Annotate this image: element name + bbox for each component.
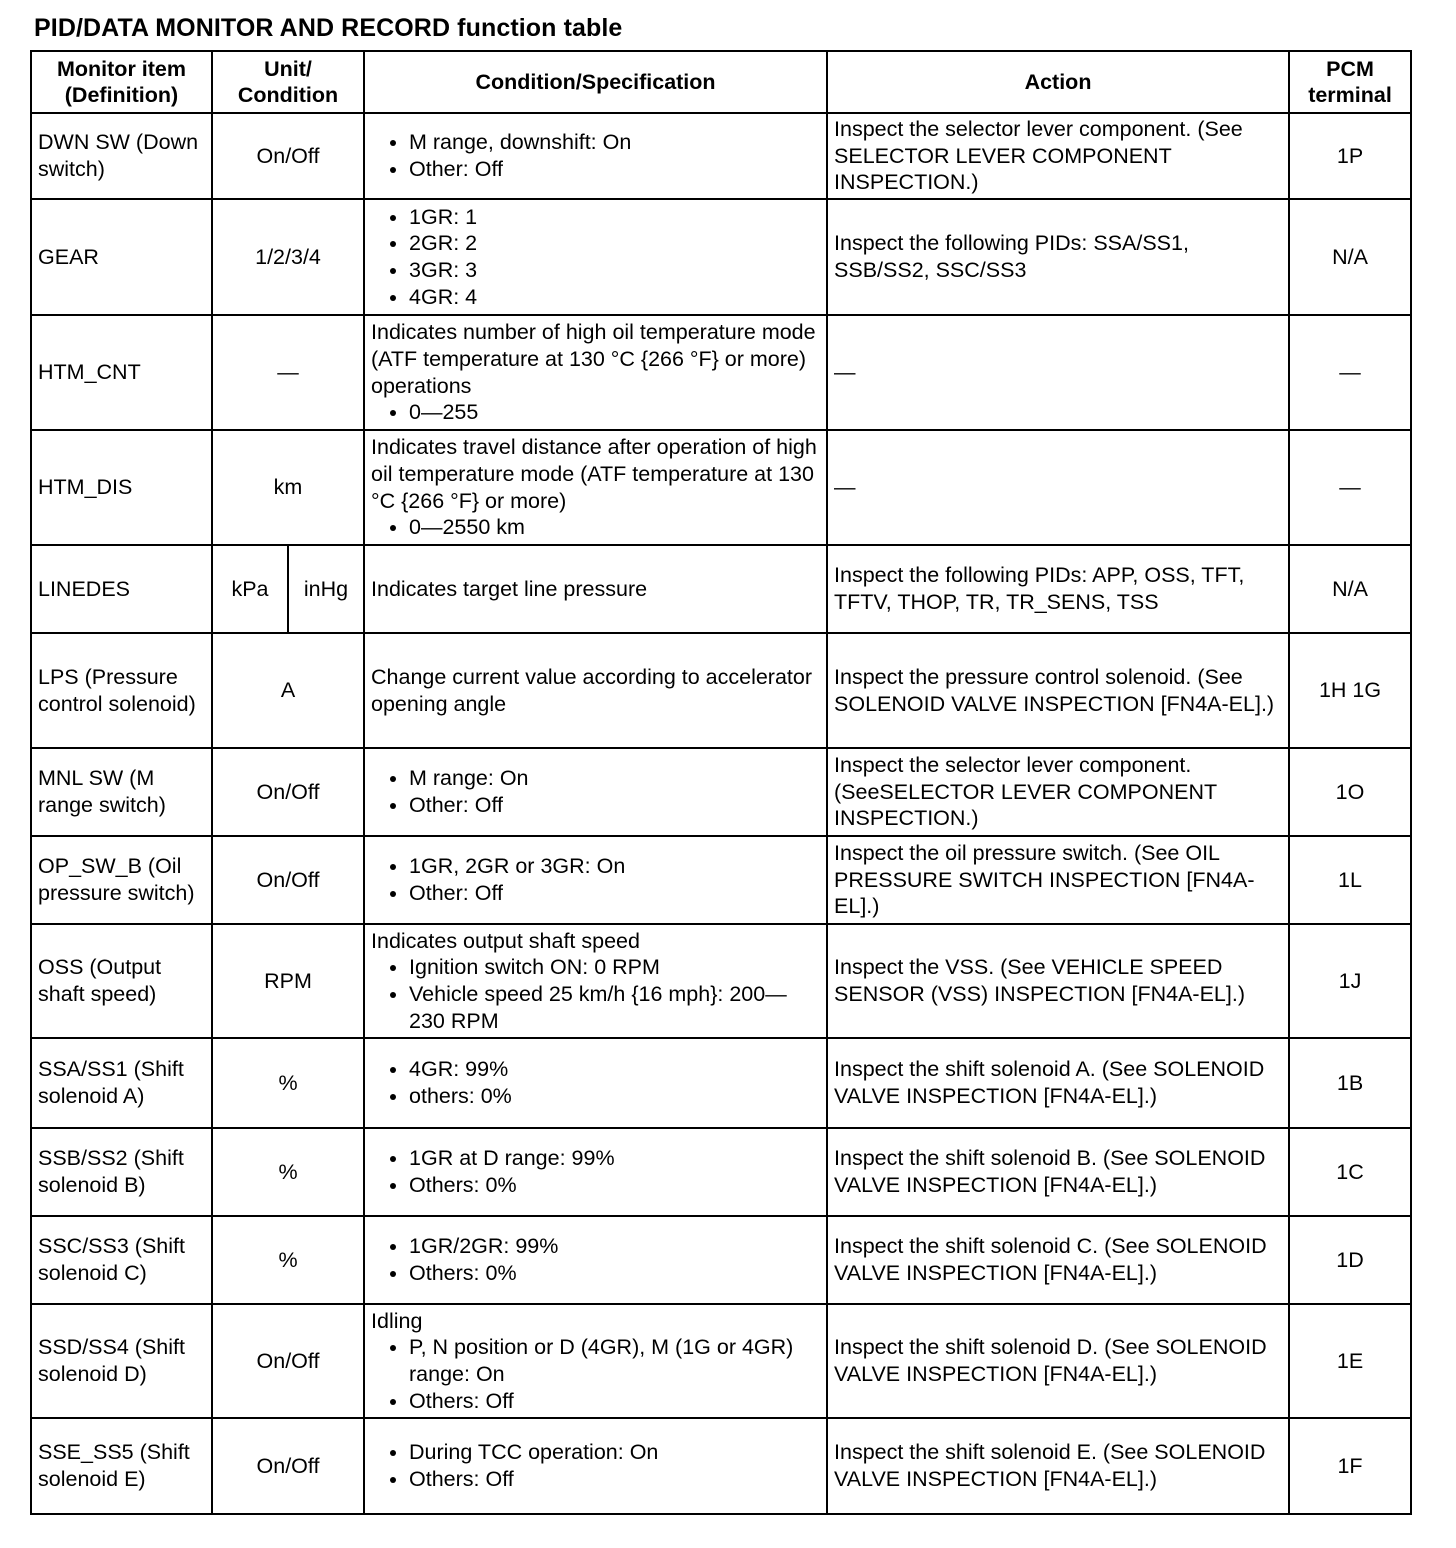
unit-cell: On/Off: [212, 1418, 364, 1514]
pcm-terminal-cell: 1L: [1289, 836, 1411, 924]
table-row: [31, 924, 1411, 1038]
condition-list-item: • 4GR: 4: [409, 284, 820, 311]
condition-list-item: • Others: Off: [409, 1466, 820, 1493]
action-cell: —: [827, 315, 1289, 430]
condition-cell: [364, 113, 827, 199]
pcm-terminal-cell: 1O: [1289, 748, 1411, 836]
condition-list-item: • Others: 0%: [409, 1172, 820, 1199]
unit-cell: km: [212, 430, 364, 545]
table-row: [31, 113, 1411, 199]
condition-text: Indicates travel distance after operation of high oil temperature mode (ATF temperature at 130 °C {266 °F} or more): [371, 435, 817, 513]
condition-list: [371, 853, 820, 906]
pcm-terminal-cell: 1F: [1289, 1418, 1411, 1514]
unit-cell: %: [212, 1216, 364, 1304]
condition-list-item: • Vehicle speed 25 km/h {16 mph}: 200—230 RPM: [409, 981, 820, 1034]
table-row: [31, 748, 1411, 836]
condition-cell: [364, 836, 827, 924]
pcm-terminal-cell: 1D: [1289, 1216, 1411, 1304]
condition-list-item: • 1GR, 2GR or 3GR: On: [409, 853, 820, 880]
header-action: Action: [827, 51, 1289, 113]
condition-cell: [364, 924, 827, 1038]
condition-cell: [364, 1128, 827, 1216]
monitor-item-cell: HTM_DIS: [31, 430, 212, 545]
condition-list-item: • 1GR: 1: [409, 204, 820, 231]
header-unit-condition: Unit/ Condition: [212, 51, 364, 113]
header-monitor-item: Monitor item (Definition): [31, 51, 212, 113]
table-row: [31, 315, 1411, 430]
condition-list-item: • Other: Off: [409, 792, 820, 819]
condition-list: [371, 1145, 820, 1198]
condition-list: [371, 954, 820, 1034]
condition-list-item: • 2GR: 2: [409, 230, 820, 257]
condition-cell: [364, 633, 827, 748]
monitor-item-cell: HTM_CNT: [31, 315, 212, 430]
table-row: [31, 1216, 1411, 1304]
condition-cell: [364, 430, 827, 545]
condition-text: Idling: [371, 1308, 423, 1333]
monitor-item-cell: SSB/SS2 (Shift solenoid B): [31, 1128, 212, 1216]
pcm-terminal-cell: 1P: [1289, 113, 1411, 199]
condition-text: Indicates target line pressure: [371, 576, 648, 601]
pcm-terminal-cell: —: [1289, 315, 1411, 430]
condition-list-item: • M range, downshift: On: [409, 129, 820, 156]
monitor-item-cell: SSC/SS3 (Shift solenoid C): [31, 1216, 212, 1304]
monitor-item-cell: LPS (Pressure control solenoid): [31, 633, 212, 748]
unit-cell: 1/2/3/4: [212, 199, 364, 315]
pcm-terminal-cell: 1H 1G: [1289, 633, 1411, 748]
condition-cell: [364, 199, 827, 315]
condition-list-item: • 1GR at D range: 99%: [409, 1145, 820, 1172]
table-row: [31, 1038, 1411, 1128]
pcm-terminal-cell: N/A: [1289, 199, 1411, 315]
condition-list: [371, 399, 820, 426]
condition-list: [371, 129, 820, 182]
condition-cell: [364, 1304, 827, 1418]
condition-list-item: • Others: Off: [409, 1388, 820, 1415]
condition-text: Change current value according to accelerator opening angle: [371, 664, 813, 716]
monitor-item-cell: OP_SW_B (Oil pressure switch): [31, 836, 212, 924]
pcm-terminal-cell: 1B: [1289, 1038, 1411, 1128]
condition-text: Indicates number of high oil temperature mode (ATF temperature at 130 °C {266 °F} or more) operations: [371, 320, 816, 398]
monitor-item-cell: GEAR: [31, 199, 212, 315]
condition-list: [371, 1056, 820, 1109]
table-row: [31, 199, 1411, 315]
condition-list-item: • M range: On: [409, 765, 820, 792]
action-cell: —: [827, 430, 1289, 545]
unit-cell: On/Off: [212, 836, 364, 924]
condition-list-item: • 0—255: [409, 399, 820, 426]
condition-list-item: • 3GR: 3: [409, 257, 820, 284]
condition-list-item: • P, N position or D (4GR), M (1G or 4GR) range: On: [409, 1334, 820, 1387]
unit-cell: %: [212, 1038, 364, 1128]
header-pcm-terminal: PCM terminal: [1289, 51, 1411, 113]
table-row: [31, 633, 1411, 748]
table-row: [31, 836, 1411, 924]
condition-list: [371, 1439, 820, 1492]
unit-cell-b: inHg: [288, 545, 364, 633]
unit-cell: RPM: [212, 924, 364, 1038]
action-cell: Inspect the shift solenoid D. (See SOLENOID VALVE INSPECTION [FN4A-EL].): [827, 1304, 1289, 1418]
condition-list: [371, 204, 820, 310]
condition-list-item: • Other: Off: [409, 156, 820, 183]
action-cell: Inspect the shift solenoid A. (See SOLENOID VALVE INSPECTION [FN4A-EL].): [827, 1038, 1289, 1128]
condition-cell: [364, 748, 827, 836]
monitor-item-cell: SSA/SS1 (Shift solenoid A): [31, 1038, 212, 1128]
pcm-terminal-cell: N/A: [1289, 545, 1411, 633]
condition-list: [371, 514, 820, 541]
action-cell: Inspect the oil pressure switch. (See OIL PRESSURE SWITCH INSPECTION [FN4A-EL].): [827, 836, 1289, 924]
table-row: [31, 1304, 1411, 1418]
condition-list-item: • During TCC operation: On: [409, 1439, 820, 1466]
action-cell: Inspect the following PIDs: APP, OSS, TFT, TFTV, THOP, TR, TR_SENS, TSS: [827, 545, 1289, 633]
condition-list: [371, 765, 820, 818]
condition-cell: [364, 1418, 827, 1514]
condition-list-item: • 1GR/2GR: 99%: [409, 1233, 820, 1260]
action-cell: Inspect the shift solenoid C. (See SOLENOID VALVE INSPECTION [FN4A-EL].): [827, 1216, 1289, 1304]
unit-cell: A: [212, 633, 364, 748]
condition-list-item: • 4GR: 99%: [409, 1056, 820, 1083]
unit-cell: On/Off: [212, 113, 364, 199]
condition-list: [371, 1233, 820, 1286]
unit-cell: %: [212, 1128, 364, 1216]
condition-list: [371, 1334, 820, 1414]
unit-cell: On/Off: [212, 748, 364, 836]
table-row: [31, 545, 1411, 633]
unit-cell-a: kPa: [212, 545, 288, 633]
monitor-item-cell: OSS (Output shaft speed): [31, 924, 212, 1038]
condition-list-item: • others: 0%: [409, 1083, 820, 1110]
condition-cell: [364, 1038, 827, 1128]
condition-list-item: • Others: 0%: [409, 1260, 820, 1287]
pcm-terminal-cell: 1E: [1289, 1304, 1411, 1418]
action-cell: Inspect the shift solenoid B. (See SOLENOID VALVE INSPECTION [FN4A-EL].): [827, 1128, 1289, 1216]
monitor-item-cell: SSD/SS4 (Shift solenoid D): [31, 1304, 212, 1418]
monitor-item-cell: SSE_SS5 (Shift solenoid E): [31, 1418, 212, 1514]
condition-text: Indicates output shaft speed: [371, 928, 640, 953]
unit-cell: On/Off: [212, 1304, 364, 1418]
pcm-terminal-cell: —: [1289, 430, 1411, 545]
pcm-terminal-cell: 1C: [1289, 1128, 1411, 1216]
condition-list-item: • 0—2550 km: [409, 514, 820, 541]
action-cell: Inspect the selector lever component. (SeeSELECTOR LEVER COMPONENT INSPECTION.): [827, 748, 1289, 836]
action-cell: Inspect the VSS. (See VEHICLE SPEED SENSOR (VSS) INSPECTION [FN4A-EL].): [827, 924, 1289, 1038]
condition-cell: [364, 1216, 827, 1304]
table-row: [31, 430, 1411, 545]
action-cell: Inspect the pressure control solenoid. (See SOLENOID VALVE INSPECTION [FN4A-EL].): [827, 633, 1289, 748]
page-title: PID/DATA MONITOR AND RECORD function table: [34, 14, 623, 42]
pcm-terminal-cell: 1J: [1289, 924, 1411, 1038]
table-row: [31, 1418, 1411, 1514]
unit-cell: —: [212, 315, 364, 430]
function-table: [30, 50, 1412, 1515]
table-header-row: [31, 51, 1411, 113]
condition-cell: [364, 315, 827, 430]
condition-cell: [364, 545, 827, 633]
action-cell: Inspect the selector lever component. (See SELECTOR LEVER COMPONENT INSPECTION.): [827, 113, 1289, 199]
condition-list-item: • Other: Off: [409, 880, 820, 907]
monitor-item-cell: MNL SW (M range switch): [31, 748, 212, 836]
header-condition-specification: Condition/Specification: [364, 51, 827, 113]
monitor-item-cell: DWN SW (Down switch): [31, 113, 212, 199]
condition-list-item: • Ignition switch ON: 0 RPM: [409, 954, 820, 981]
monitor-item-cell: LINEDES: [31, 545, 212, 633]
table-row: [31, 1128, 1411, 1216]
action-cell: Inspect the following PIDs: SSA/SS1, SSB/SS2, SSC/SS3: [827, 199, 1289, 315]
action-cell: Inspect the shift solenoid E. (See SOLENOID VALVE INSPECTION [FN4A-EL].): [827, 1418, 1289, 1514]
